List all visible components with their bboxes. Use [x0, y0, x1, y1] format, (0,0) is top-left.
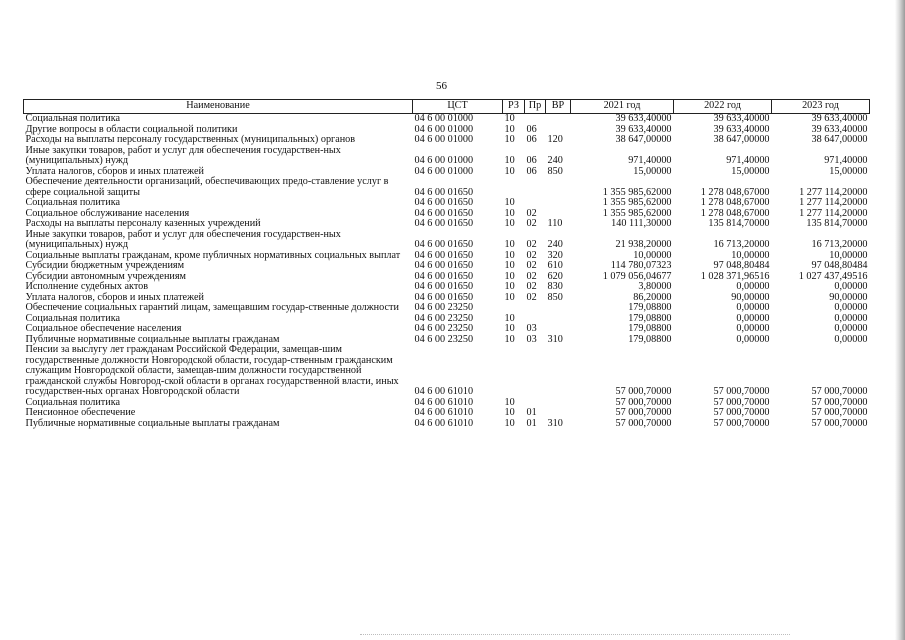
cell-rz: 10: [504, 260, 515, 271]
cell-y2021: 1 355 985,62000: [602, 186, 672, 198]
cell-rz: 10: [504, 207, 515, 219]
cell-pr: 02: [526, 260, 537, 271]
cell-y2021: 86,20000: [633, 291, 672, 303]
cell-vr: [546, 198, 571, 209]
cell-rz: [503, 345, 525, 398]
cell-rz: 10: [504, 417, 515, 429]
cell-pr: 02: [526, 249, 537, 261]
cell-y2023: 1 277 114,20000: [799, 207, 868, 219]
cell-cst: 04 6 00 23250: [414, 333, 474, 345]
cell-name: Социальная политика: [25, 396, 121, 408]
cell-cst: 04 6 00 01650: [414, 218, 474, 229]
cell-vr: 620: [547, 270, 563, 282]
cell-name: Субсидии автономным учреждениям: [25, 270, 186, 282]
cell-cst: 04 6 00 01000: [414, 155, 474, 166]
cell-y2023: 0,00000: [834, 323, 868, 334]
cell-name: Социальная политика: [25, 312, 121, 324]
header-pr: Пр: [525, 100, 546, 114]
cell-pr: 02: [526, 218, 537, 229]
cell-y2022: 1 028 371,96516: [700, 270, 770, 282]
table-row: [24, 261, 870, 272]
table-row: [24, 282, 870, 293]
cell-y2021: 179,08800: [628, 323, 672, 334]
table-body: [24, 114, 870, 430]
cell-vr: [546, 303, 571, 314]
cell-pr: 02: [526, 239, 537, 250]
cell-vr: 830: [547, 281, 563, 292]
cell-y2021: 57 000,70000: [615, 407, 672, 418]
cell-y2023: 38 647,00000: [811, 134, 868, 145]
cell-name: Социальное обеспечение населения: [25, 323, 182, 334]
cell-cst: 04 6 00 61010: [414, 417, 474, 429]
cell-pr: [525, 345, 546, 398]
cell-vr: [546, 345, 571, 398]
cell-cst: 04 6 00 01650: [414, 249, 474, 261]
cell-vr: 110: [547, 218, 563, 229]
cell-pr: 06: [526, 134, 537, 145]
cell-y2021: 38 647,00000: [615, 134, 672, 145]
cell-y2023: 15,00000: [829, 165, 868, 177]
cell-cst: 04 6 00 61010: [414, 386, 474, 397]
table-row: [24, 419, 870, 430]
cell-y2023: 0,00000: [834, 312, 868, 324]
cell-vr: 240: [547, 155, 563, 166]
cell-y2021: 1 355 985,62000: [602, 197, 672, 208]
cell-pr: 06: [526, 123, 537, 135]
cell-y2022: 10,00000: [731, 249, 770, 261]
cell-y2023: 0,00000: [834, 281, 868, 292]
cell-pr: [525, 303, 546, 314]
cell-cst: 04 6 00 01000: [414, 123, 474, 135]
cell-cst: 04 6 00 01650: [414, 291, 474, 303]
cell-y2023: 971,40000: [824, 155, 868, 166]
cell-y2021: 10,00000: [633, 249, 672, 261]
cell-y2022: 57 000,70000: [713, 407, 770, 418]
cell-y2021: 39 633,40000: [615, 123, 672, 135]
header-row: [24, 100, 870, 114]
cell-y2021: 114 780,07323: [610, 260, 672, 271]
cell-y2021: 1 079 056,04677: [602, 270, 672, 282]
cell-y2023: 1 027 437,49516: [798, 270, 868, 282]
header-2021: 2021 год: [571, 100, 674, 114]
cell-rz: 10: [504, 134, 515, 145]
cell-cst: 04 6 00 23250: [414, 302, 474, 313]
cell-vr: [546, 398, 571, 409]
cell-name: Социальная политика: [25, 113, 121, 124]
cell-name: Социальные выплаты гражданам, кроме публичных нормативных социальных выплат: [25, 249, 401, 261]
cell-rz: 10: [504, 155, 515, 166]
cell-cst: 04 6 00 01000: [414, 165, 474, 177]
table-row: [24, 114, 870, 125]
cell-cst: 04 6 00 23250: [414, 312, 474, 324]
header-2022: 2022 год: [674, 100, 772, 114]
cell-vr: [546, 314, 571, 325]
cell-y2021: 179,08800: [628, 333, 672, 345]
cell-y2022: 38 647,00000: [713, 134, 770, 145]
cell-y2023: 0,00000: [834, 302, 868, 313]
scan-artifact: [360, 634, 790, 636]
cell-y2023: 57 000,70000: [811, 396, 868, 408]
cell-y2022: 0,00000: [736, 333, 770, 345]
cell-rz: 10: [504, 333, 515, 345]
cell-name: Социальная политика: [25, 197, 121, 208]
table-row: [24, 146, 870, 167]
cell-y2022: 0,00000: [736, 302, 770, 313]
cell-y2023: 57 000,70000: [811, 417, 868, 429]
scan-edge: [895, 0, 905, 640]
cell-vr: 320: [547, 249, 563, 261]
table-row: [24, 230, 870, 251]
table-row: [24, 177, 870, 198]
cell-y2022: 39 633,40000: [713, 113, 770, 124]
cell-rz: 10: [504, 281, 515, 292]
cell-rz: 10: [504, 249, 515, 261]
cell-cst: 04 6 00 01650: [414, 207, 474, 219]
cell-y2021: 57 000,70000: [615, 396, 672, 408]
table-row: [24, 408, 870, 419]
cell-rz: 10: [504, 396, 515, 408]
cell-y2022: 57 000,70000: [713, 417, 770, 429]
cell-vr: 310: [547, 417, 563, 429]
header-rz: РЗ: [503, 100, 525, 114]
cell-y2023: 1 277 114,20000: [799, 186, 868, 198]
cell-y2023: 16 713,20000: [811, 239, 868, 250]
cell-pr: 03: [526, 323, 537, 334]
cell-vr: [546, 177, 571, 198]
cell-vr: [546, 114, 571, 125]
cell-rz: 10: [504, 113, 515, 124]
table-row: [24, 198, 870, 209]
table-row: [24, 324, 870, 335]
cell-y2021: 971,40000: [628, 155, 672, 166]
cell-y2022: 57 000,70000: [713, 396, 770, 408]
cell-cst: 04 6 00 01650: [414, 197, 474, 208]
cell-y2021: 57 000,70000: [615, 386, 672, 397]
cell-y2022: 0,00000: [736, 281, 770, 292]
cell-y2022: 1 278 048,67000: [700, 197, 770, 208]
budget-table: [23, 99, 870, 429]
page-number: 56: [436, 80, 447, 92]
cell-y2021: 1 355 985,62000: [602, 207, 672, 219]
cell-name: Иные закупки товаров, работ и услуг для обеспечения государствен-ных (муниципальных) нужд: [25, 228, 341, 250]
table-row: [24, 345, 870, 398]
cell-rz: [503, 303, 525, 314]
table-row: [24, 135, 870, 146]
cell-y2023: 1 277 114,20000: [799, 197, 868, 208]
cell-name: Иные закупки товаров, работ и услуг для обеспечения государствен-ных (муниципальных) нужд: [25, 144, 341, 166]
cell-pr: [525, 198, 546, 209]
cell-rz: 10: [504, 291, 515, 303]
cell-y2022: 39 633,40000: [713, 123, 770, 135]
cell-y2022: 15,00000: [731, 165, 770, 177]
cell-cst: 04 6 00 61010: [414, 407, 474, 418]
cell-y2021: 39 633,40000: [615, 113, 672, 124]
cell-y2022: 57 000,70000: [713, 386, 770, 397]
cell-y2022: 1 278 048,67000: [700, 207, 770, 219]
cell-y2022: 1 278 048,67000: [700, 186, 770, 198]
cell-name: Социальное обслуживание населения: [25, 207, 190, 219]
cell-cst: 04 6 00 61010: [414, 396, 474, 408]
cell-cst: 04 6 00 01650: [414, 260, 474, 271]
cell-rz: 10: [504, 197, 515, 208]
cell-name: Пенсии за выслугу лет гражданам Российской Федерации, замещав-шим государственные должности Новгородской области, государ-ственным гражданским служащим Новгородской области, замещав-шим должности государственной гражданской службы Новгород-ской области в органах государственной власти, иных государствен-ных органах Новгородской области: [25, 344, 399, 397]
cell-name: Обеспечение социальных гарантий лицам, замещавшим государ-ственные должности: [25, 302, 399, 313]
cell-cst: 04 6 00 01000: [414, 134, 474, 145]
cell-y2022: 0,00000: [736, 323, 770, 334]
cell-name: Уплата налогов, сборов и иных платежей: [25, 165, 204, 177]
cell-y2023: 39 633,40000: [811, 113, 868, 124]
header-vr: ВР: [546, 100, 571, 114]
header-name: Наименование: [24, 100, 413, 114]
cell-cst: 04 6 00 01650: [414, 281, 474, 292]
cell-name: Исполнение судебных актов: [25, 281, 149, 292]
cell-name: Расходы на выплаты персоналу государственных (муниципальных) органов: [25, 134, 356, 145]
cell-y2021: 3,80000: [638, 281, 672, 292]
cell-y2023: 39 633,40000: [811, 123, 868, 135]
cell-pr: 02: [526, 207, 537, 219]
cell-pr: 06: [526, 155, 537, 166]
cell-y2023: 97 048,80484: [811, 260, 868, 271]
cell-y2022: 971,40000: [726, 155, 770, 166]
cell-y2021: 140 111,30000: [611, 218, 672, 229]
cell-pr: 02: [526, 281, 537, 292]
cell-name: Другие вопросы в области социальной политики: [25, 123, 238, 135]
cell-rz: 10: [504, 165, 515, 177]
cell-y2023: 57 000,70000: [811, 407, 868, 418]
cell-vr: 240: [547, 239, 563, 250]
cell-pr: 02: [526, 291, 537, 303]
cell-cst: 04 6 00 01000: [414, 113, 474, 124]
cell-name: Уплата налогов, сборов и иных платежей: [25, 291, 204, 303]
cell-y2022: 90,00000: [731, 291, 770, 303]
cell-rz: 10: [504, 239, 515, 250]
cell-vr: 310: [547, 333, 563, 345]
cell-rz: 10: [504, 323, 515, 334]
cell-y2022: 97 048,80484: [713, 260, 770, 271]
cell-y2022: 16 713,20000: [713, 239, 770, 250]
cell-pr: 02: [526, 270, 537, 282]
cell-y2023: 0,00000: [834, 333, 868, 345]
cell-pr: 03: [526, 333, 537, 345]
cell-cst: 04 6 00 01650: [414, 239, 474, 250]
cell-rz: [503, 177, 525, 198]
cell-y2022: 0,00000: [736, 312, 770, 324]
cell-y2021: 179,08800: [628, 302, 672, 313]
cell-y2023: 90,00000: [829, 291, 868, 303]
cell-y2021: 15,00000: [633, 165, 672, 177]
cell-pr: 06: [526, 165, 537, 177]
cell-name: Публичные нормативные социальные выплаты гражданам: [25, 333, 280, 345]
table-row: [24, 303, 870, 314]
table-row: [24, 219, 870, 230]
cell-vr: 850: [547, 291, 563, 303]
cell-pr: [525, 177, 546, 198]
cell-pr: 01: [526, 417, 537, 429]
cell-vr: [546, 324, 571, 335]
cell-vr: 850: [547, 165, 563, 177]
cell-rz: 10: [504, 218, 515, 229]
cell-cst: 04 6 00 23250: [414, 323, 474, 334]
cell-name: Субсидии бюджетным учреждениям: [25, 260, 185, 271]
cell-cst: 04 6 00 01650: [414, 270, 474, 282]
cell-y2021: 57 000,70000: [615, 417, 672, 429]
cell-y2021: 179,08800: [628, 312, 672, 324]
cell-vr: 120: [547, 134, 563, 145]
cell-y2023: 57 000,70000: [811, 386, 868, 397]
cell-name: Пенсионное обеспечение: [25, 407, 136, 418]
cell-name: Расходы на выплаты персоналу казенных учреждений: [25, 218, 261, 229]
cell-y2022: 135 814,70000: [708, 218, 770, 229]
header-cst: ЦСТ: [413, 100, 503, 114]
cell-rz: 10: [504, 407, 515, 418]
cell-rz: 10: [504, 123, 515, 135]
cell-pr: [525, 114, 546, 125]
cell-cst: 04 6 00 01650: [414, 186, 474, 198]
cell-y2023: 10,00000: [829, 249, 868, 261]
cell-vr: 610: [547, 260, 563, 271]
cell-vr: [546, 408, 571, 419]
cell-rz: 10: [504, 312, 515, 324]
cell-y2021: 21 938,20000: [615, 239, 672, 250]
header-2023: 2023 год: [772, 100, 870, 114]
cell-name: Публичные нормативные социальные выплаты гражданам: [25, 417, 280, 429]
cell-rz: 10: [504, 270, 515, 282]
cell-name: Обеспечение деятельности организаций, обеспечивающих предо-ставление услуг в сфере социальной защиты: [25, 176, 389, 198]
cell-y2023: 135 814,70000: [806, 218, 868, 229]
cell-pr: 01: [526, 407, 537, 418]
